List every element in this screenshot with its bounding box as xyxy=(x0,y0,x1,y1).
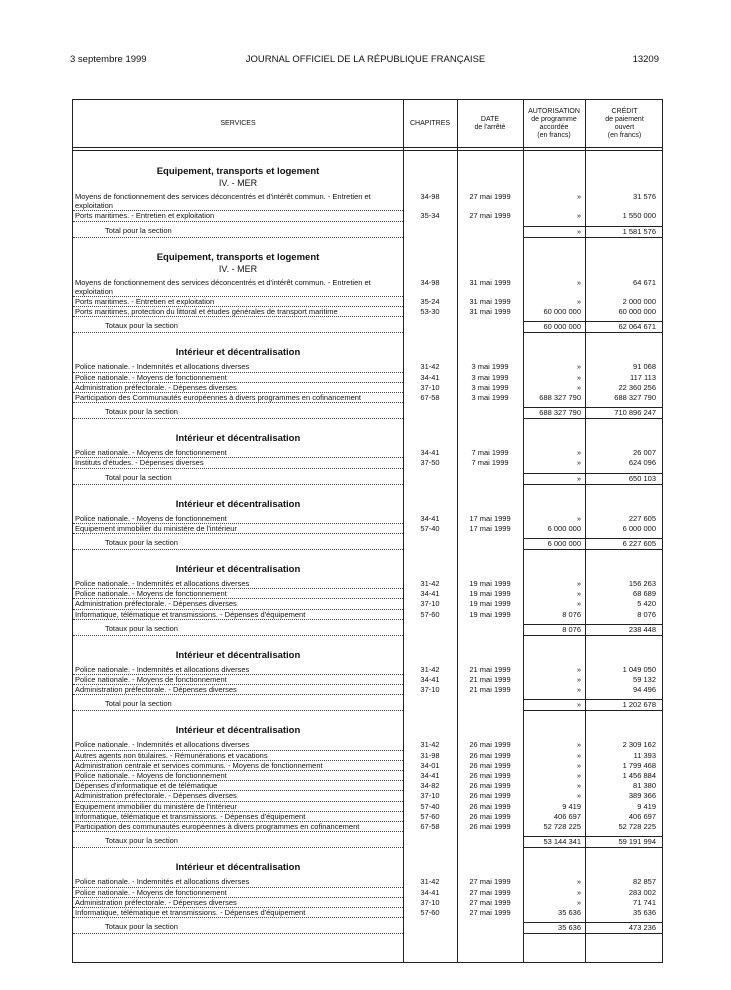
credit-cell: 283 002 xyxy=(628,887,656,897)
service-cell: Equipement immobilier du ministère de l'intérieur xyxy=(73,802,403,812)
service-cell: Participation des communautés européennes à divers programmes en cofinancement xyxy=(73,822,403,832)
chapitre-cell: 37-10 xyxy=(420,382,440,392)
total-autorisation: 60 000 000 xyxy=(523,321,585,333)
credit-cell: 59 132 xyxy=(633,675,656,685)
total-row xyxy=(73,407,662,419)
credit-cell: 68 689 xyxy=(633,589,656,599)
date-cell: 26 mai 1999 xyxy=(469,740,511,750)
date-cell: 19 mai 1999 xyxy=(469,609,511,619)
autorisation-cell: 688 327 790 xyxy=(539,393,581,403)
credit-cell: 1 456 884 xyxy=(622,771,656,781)
chapitre-cell: 34-41 xyxy=(420,589,440,599)
chapitre-cell: 34-01 xyxy=(420,760,440,770)
table-row xyxy=(73,448,662,458)
service-cell: Ports maritimes. - Entretien et exploitation xyxy=(73,297,403,307)
credit-cell: 1 799 468 xyxy=(622,760,656,770)
date-cell: 27 mai 1999 xyxy=(469,211,511,221)
total-chapitre-empty xyxy=(403,624,457,636)
chapitre-cell: 35-34 xyxy=(420,211,440,221)
total-autorisation: 688 327 790 xyxy=(523,407,585,419)
autorisation-cell: » xyxy=(576,579,581,589)
service-cell: Police nationale. - Indemnités et allocations diverses xyxy=(73,740,403,750)
autorisation-cell: » xyxy=(576,458,581,468)
chapitre-cell: 37-10 xyxy=(420,791,440,801)
table-row xyxy=(73,908,662,918)
credit-cell: 64 671 xyxy=(633,277,656,287)
service-cell: Ports maritimes, protection du littoral et études générales de transport maritime xyxy=(73,307,403,317)
total-label: Total pour la section xyxy=(73,226,403,238)
date-cell: 26 mai 1999 xyxy=(469,750,511,760)
autorisation-cell: » xyxy=(576,382,581,392)
credit-cell: 1 550 000 xyxy=(622,211,656,221)
total-date-empty xyxy=(457,922,523,934)
date-cell: 3 mai 1999 xyxy=(471,382,509,392)
service-cell: Informatique, télématique et transmissions. - Dépenses d'équipement xyxy=(73,908,403,918)
table-row xyxy=(73,812,662,822)
service-cell: Moyens de fonctionnement des services déconcentrés et d'intérêt commun. - Entretien et exploitation xyxy=(73,278,403,297)
total-label: Total pour la section xyxy=(73,473,403,485)
autorisation-cell: » xyxy=(576,771,581,781)
table-row xyxy=(73,297,662,307)
chapitre-cell: 57-60 xyxy=(420,907,440,917)
total-autorisation: » xyxy=(523,473,585,485)
total-row xyxy=(73,624,662,636)
credit-cell: 91 068 xyxy=(633,362,656,372)
page-number: 13209 xyxy=(632,54,659,65)
total-date-empty xyxy=(457,226,523,238)
date-cell: 19 mai 1999 xyxy=(469,589,511,599)
section-block xyxy=(73,499,662,550)
service-cell: Administration préfectorale. - Dépenses diverses xyxy=(73,791,403,801)
section-title: Intérieur et décentralisation xyxy=(175,347,301,359)
service-cell: Autres agents non titulaires. - Rémunérations et vacations xyxy=(73,751,403,761)
credit-cell: 81 380 xyxy=(633,781,656,791)
header-rule-double xyxy=(73,150,662,151)
section-block xyxy=(73,862,662,934)
service-cell: Police nationale. - Moyens de fonctionnement xyxy=(73,448,403,458)
chapitre-cell: 67-58 xyxy=(420,822,440,832)
date-cell: 27 mai 1999 xyxy=(469,897,511,907)
service-cell: Police nationale. - Moyens de fonctionnement xyxy=(73,514,403,524)
total-date-empty xyxy=(457,538,523,550)
table-row xyxy=(73,898,662,908)
autorisation-cell: 6 000 000 xyxy=(547,523,581,533)
autorisation-cell: » xyxy=(576,297,581,307)
autorisation-cell: » xyxy=(576,372,581,382)
total-chapitre-empty xyxy=(403,538,457,550)
chapitre-cell: 57-60 xyxy=(420,811,440,821)
total-label: Totaux pour la section xyxy=(73,407,403,419)
total-label: Totaux pour la section xyxy=(73,836,403,848)
chapitre-cell: 34-41 xyxy=(420,372,440,382)
service-cell: Police nationale. - Moyens de fonctionnement xyxy=(73,589,403,599)
chapitre-cell: 34-41 xyxy=(420,513,440,523)
service-cell: Police nationale. - Indemnités et allocations diverses xyxy=(73,665,403,675)
autorisation-cell: 60 000 000 xyxy=(543,307,581,317)
col-header-date: DATE de l'arrêté xyxy=(474,115,506,131)
total-autorisation: 53 144 341 xyxy=(523,836,585,848)
table-row xyxy=(73,192,662,211)
autorisation-cell: » xyxy=(576,192,581,201)
service-cell: Administration préfectorale. - Dépenses diverses xyxy=(73,383,403,393)
total-credit: 710 896 247 xyxy=(585,407,662,419)
total-row xyxy=(73,699,662,711)
table-row xyxy=(73,791,662,801)
chapitre-cell: 31-42 xyxy=(420,664,440,674)
section-subtitle: IV. - MER xyxy=(218,178,258,188)
section-title: Intérieur et décentralisation xyxy=(175,649,301,661)
chapitre-cell: 57-40 xyxy=(420,523,440,533)
credit-cell: 71 741 xyxy=(633,897,656,907)
date-cell: 27 mai 1999 xyxy=(469,887,511,897)
autorisation-cell: 8 076 xyxy=(562,609,581,619)
service-cell: Participation des Communautés européennes à divers programmes en cofinancement xyxy=(73,393,403,403)
section-subtitle: IV. - MER xyxy=(218,263,258,274)
table-row xyxy=(73,362,662,372)
credit-cell: 60 000 000 xyxy=(618,307,656,317)
total-autorisation: 8 076 xyxy=(523,624,585,636)
total-label: Totaux pour la section xyxy=(73,321,403,333)
total-autorisation: » xyxy=(523,226,585,238)
table-row xyxy=(73,599,662,609)
table-row xyxy=(73,307,662,317)
chapitre-cell: 31-42 xyxy=(420,579,440,589)
total-credit: 62 064 671 xyxy=(585,321,662,333)
table-row xyxy=(73,458,662,468)
chapitre-cell: 37-10 xyxy=(420,599,440,609)
date-cell: 27 mai 1999 xyxy=(469,192,511,201)
chapitre-cell: 67-58 xyxy=(420,393,440,403)
autorisation-cell: » xyxy=(576,760,581,770)
section-block xyxy=(73,564,662,636)
total-date-empty xyxy=(457,407,523,419)
service-cell: Administration préfectorale. - Dépenses diverses xyxy=(73,685,403,695)
total-label: Totaux pour la section xyxy=(73,538,403,550)
date-cell: 17 mai 1999 xyxy=(469,523,511,533)
chapitre-cell: 34-98 xyxy=(420,277,440,287)
table-row xyxy=(73,211,662,221)
table-row xyxy=(73,524,662,534)
table-row xyxy=(73,877,662,887)
date-cell: 19 mai 1999 xyxy=(469,599,511,609)
credit-cell: 6 000 000 xyxy=(622,523,656,533)
table-row xyxy=(73,383,662,393)
table-body xyxy=(73,152,662,934)
section-block xyxy=(73,166,662,238)
header-rule xyxy=(73,147,662,148)
table-row xyxy=(73,685,662,695)
section-block xyxy=(73,347,662,419)
journal-title: JOURNAL OFFICIEL DE LA RÉPUBLIQUE FRANÇAISE xyxy=(245,54,486,65)
date-cell: 21 mai 1999 xyxy=(469,664,511,674)
date-cell: 7 mai 1999 xyxy=(471,448,509,458)
total-row xyxy=(73,321,662,333)
section-title: Intérieur et décentralisation xyxy=(175,564,301,576)
total-date-empty xyxy=(457,473,523,485)
date-cell: 17 mai 1999 xyxy=(469,513,511,523)
total-autorisation: 35 636 xyxy=(523,922,585,934)
date-cell: 26 mai 1999 xyxy=(469,771,511,781)
chapitre-cell: 34-41 xyxy=(420,887,440,897)
date-cell: 3 mai 1999 xyxy=(471,393,509,403)
credit-cell: 2 309 162 xyxy=(622,740,656,750)
autorisation-cell: » xyxy=(576,750,581,760)
chapitre-cell: 31-42 xyxy=(420,362,440,372)
total-date-empty xyxy=(457,836,523,848)
total-credit: 238 448 xyxy=(585,624,662,636)
table-row xyxy=(73,373,662,383)
total-chapitre-empty xyxy=(403,473,457,485)
date-cell: 27 mai 1999 xyxy=(469,907,511,917)
section-block xyxy=(73,725,662,848)
section-title: Intérieur et décentralisation xyxy=(175,725,301,737)
autorisation-cell: » xyxy=(576,277,581,287)
total-credit: 1 581 576 xyxy=(585,226,662,238)
table-row xyxy=(73,278,662,297)
autorisation-cell: » xyxy=(576,211,581,221)
total-credit: 1 202 678 xyxy=(585,699,662,711)
total-chapitre-empty xyxy=(403,407,457,419)
chapitre-cell: 53-30 xyxy=(420,307,440,317)
date-cell: 3 mai 1999 xyxy=(471,362,509,372)
col-header-services: SERVICES xyxy=(220,119,256,127)
total-date-empty xyxy=(457,321,523,333)
col-header-autorisation: AUTORISATION de programme accordée (en francs) xyxy=(528,107,580,139)
table-row xyxy=(73,665,662,675)
date-cell: 19 mai 1999 xyxy=(469,579,511,589)
date-cell: 26 mai 1999 xyxy=(469,822,511,832)
credit-cell: 35 636 xyxy=(633,907,656,917)
total-row xyxy=(73,922,662,934)
date-cell: 27 mai 1999 xyxy=(469,877,511,887)
date-cell: 31 mai 1999 xyxy=(469,277,511,287)
date-cell: 26 mai 1999 xyxy=(469,781,511,791)
credit-cell: 2 000 000 xyxy=(622,297,656,307)
total-label: Total pour la section xyxy=(73,699,403,711)
credit-cell: 624 096 xyxy=(628,458,656,468)
autorisation-cell: » xyxy=(576,877,581,887)
credit-cell: 11 393 xyxy=(633,750,656,760)
total-credit: 59 191 994 xyxy=(585,836,662,848)
table-row xyxy=(73,589,662,599)
col-header-chapitres: CHAPITRES xyxy=(409,119,451,127)
autorisation-cell: » xyxy=(576,740,581,750)
table-row xyxy=(73,514,662,524)
chapitre-cell: 37-50 xyxy=(420,458,440,468)
chapitre-cell: 57-60 xyxy=(420,609,440,619)
credit-cell: 406 697 xyxy=(628,811,656,821)
autorisation-cell: » xyxy=(576,513,581,523)
credit-cell: 9 419 xyxy=(637,801,656,811)
total-credit: 6 227 605 xyxy=(585,538,662,550)
total-chapitre-empty xyxy=(403,699,457,711)
service-cell: Informatique, télématique et transmissions. - Dépenses d'équipement xyxy=(73,610,403,620)
col-header-credit: CRÉDIT de paiement ouvert (en francs) xyxy=(605,107,644,139)
autorisation-cell: » xyxy=(576,887,581,897)
autorisation-cell: 35 636 xyxy=(558,907,581,917)
service-cell: Equipement immobilier du ministère de l'intérieur xyxy=(73,524,403,534)
total-row xyxy=(73,538,662,550)
autorisation-cell: » xyxy=(576,664,581,674)
service-cell: Informatique, télématique et transmissions. - Dépenses d'équipement xyxy=(73,812,403,822)
autorisation-cell: 9 419 xyxy=(562,801,581,811)
total-label: Totaux pour la section xyxy=(73,624,403,636)
table-row xyxy=(73,751,662,761)
total-chapitre-empty xyxy=(403,922,457,934)
date-cell: 21 mai 1999 xyxy=(469,675,511,685)
autorisation-cell: » xyxy=(576,675,581,685)
service-cell: Police nationale. - Indemnités et allocations diverses xyxy=(73,877,403,887)
service-cell: Moyens de fonctionnement des services déconcentrés et d'intérêt commun. - Entretien et exploitation xyxy=(73,192,403,211)
table-row xyxy=(73,740,662,750)
section-title: Intérieur et décentralisation xyxy=(175,433,301,445)
credit-cell: 8 076 xyxy=(637,609,656,619)
table-row xyxy=(73,393,662,403)
autorisation-cell: » xyxy=(576,781,581,791)
date-cell: 7 mai 1999 xyxy=(471,458,509,468)
table-row xyxy=(73,771,662,781)
credit-cell: 1 049 050 xyxy=(622,664,656,674)
autorisation-cell: » xyxy=(576,685,581,695)
chapitre-cell: 35-24 xyxy=(420,297,440,307)
section-title: Intérieur et décentralisation xyxy=(175,862,301,874)
credit-cell: 31 576 xyxy=(633,192,656,201)
total-credit: 650 103 xyxy=(585,473,662,485)
total-row xyxy=(73,226,662,238)
credit-cell: 82 857 xyxy=(633,877,656,887)
table-row xyxy=(73,610,662,620)
chapitre-cell: 57-40 xyxy=(420,801,440,811)
credit-cell: 688 327 790 xyxy=(614,393,656,403)
total-date-empty xyxy=(457,699,523,711)
section-title: Equipement, transports et logement xyxy=(156,251,320,263)
date-cell: 3 mai 1999 xyxy=(471,372,509,382)
service-cell: Instituts d'études. - Dépenses diverses xyxy=(73,458,403,468)
autorisation-cell: 406 697 xyxy=(553,811,581,821)
total-row xyxy=(73,836,662,848)
credits-table xyxy=(72,99,663,963)
total-credit: 473 236 xyxy=(585,922,662,934)
service-cell: Administration préfectorale. - Dépenses diverses xyxy=(73,599,403,609)
date-cell: 26 mai 1999 xyxy=(469,760,511,770)
service-cell: Police nationale. - Moyens de fonctionnement xyxy=(73,771,403,781)
chapitre-cell: 31-42 xyxy=(420,877,440,887)
section-title: Intérieur et décentralisation xyxy=(175,498,301,510)
chapitre-cell: 34-41 xyxy=(420,675,440,685)
credit-cell: 22 360 256 xyxy=(618,382,656,392)
date-cell: 26 mai 1999 xyxy=(469,791,511,801)
table-row xyxy=(73,579,662,589)
section-title: Equipement, transports et logement xyxy=(156,166,320,177)
chapitre-cell: 37-10 xyxy=(420,897,440,907)
credit-cell: 5 420 xyxy=(637,599,656,609)
chapitre-cell: 34-41 xyxy=(420,448,440,458)
section-block xyxy=(73,433,662,484)
autorisation-cell: » xyxy=(576,589,581,599)
credit-cell: 227 605 xyxy=(628,513,656,523)
date-cell: 26 mai 1999 xyxy=(469,801,511,811)
total-row xyxy=(73,473,662,485)
credit-cell: 389 366 xyxy=(628,791,656,801)
total-label: Totaux pour la section xyxy=(73,922,403,934)
table-row xyxy=(73,781,662,791)
service-cell: Police nationale. - Indemnités et allocations diverses xyxy=(73,579,403,589)
table-row xyxy=(73,761,662,771)
autorisation-cell: » xyxy=(576,897,581,907)
total-chapitre-empty xyxy=(403,321,457,333)
chapitre-cell: 34-98 xyxy=(420,192,440,201)
credit-cell: 26 007 xyxy=(633,448,656,458)
service-cell: Police nationale. - Indemnités et allocations diverses xyxy=(73,362,403,372)
total-chapitre-empty xyxy=(403,226,457,238)
service-cell: Police nationale. - Moyens de fonctionnement xyxy=(73,373,403,383)
service-cell: Administration préfectorale. - Dépenses diverses xyxy=(73,898,403,908)
table-row xyxy=(73,888,662,898)
service-cell: Administration centrale et services communs. - Moyens de fonctionnement xyxy=(73,761,403,771)
service-cell: Police nationale. - Moyens de fonctionnement xyxy=(73,888,403,898)
service-cell: Dépenses d'informatique et de télématique xyxy=(73,781,403,791)
autorisation-cell: » xyxy=(576,791,581,801)
service-cell: Ports maritimes. - Entretien et exploitation xyxy=(73,211,403,221)
date-cell: 31 mai 1999 xyxy=(469,307,511,317)
autorisation-cell: » xyxy=(576,362,581,372)
date-cell: 31 mai 1999 xyxy=(469,297,511,307)
chapitre-cell: 37-10 xyxy=(420,685,440,695)
credit-cell: 156 263 xyxy=(628,579,656,589)
chapitre-cell: 34-82 xyxy=(420,781,440,791)
date-cell: 26 mai 1999 xyxy=(469,811,511,821)
total-chapitre-empty xyxy=(403,836,457,848)
total-date-empty xyxy=(457,624,523,636)
bottom-rule xyxy=(73,962,662,963)
autorisation-cell: » xyxy=(576,599,581,609)
credit-cell: 117 113 xyxy=(630,372,656,382)
autorisation-cell: » xyxy=(576,448,581,458)
autorisation-cell: 52 728 225 xyxy=(543,822,581,832)
chapitre-cell: 31-98 xyxy=(420,750,440,760)
date-cell: 21 mai 1999 xyxy=(469,685,511,695)
chapitre-cell: 31-42 xyxy=(420,740,440,750)
section-block xyxy=(73,650,662,712)
page-date: 3 septembre 1999 xyxy=(70,54,147,65)
credit-cell: 52 728 225 xyxy=(618,822,656,832)
table-row xyxy=(73,822,662,832)
chapitre-cell: 34-41 xyxy=(420,771,440,781)
service-cell: Police nationale. - Moyens de fonctionnement xyxy=(73,675,403,685)
total-autorisation: » xyxy=(523,699,585,711)
table-row xyxy=(73,675,662,685)
section-block xyxy=(73,252,662,334)
credit-cell: 94 496 xyxy=(633,685,656,695)
total-autorisation: 6 000 000 xyxy=(523,538,585,550)
table-row xyxy=(73,802,662,812)
